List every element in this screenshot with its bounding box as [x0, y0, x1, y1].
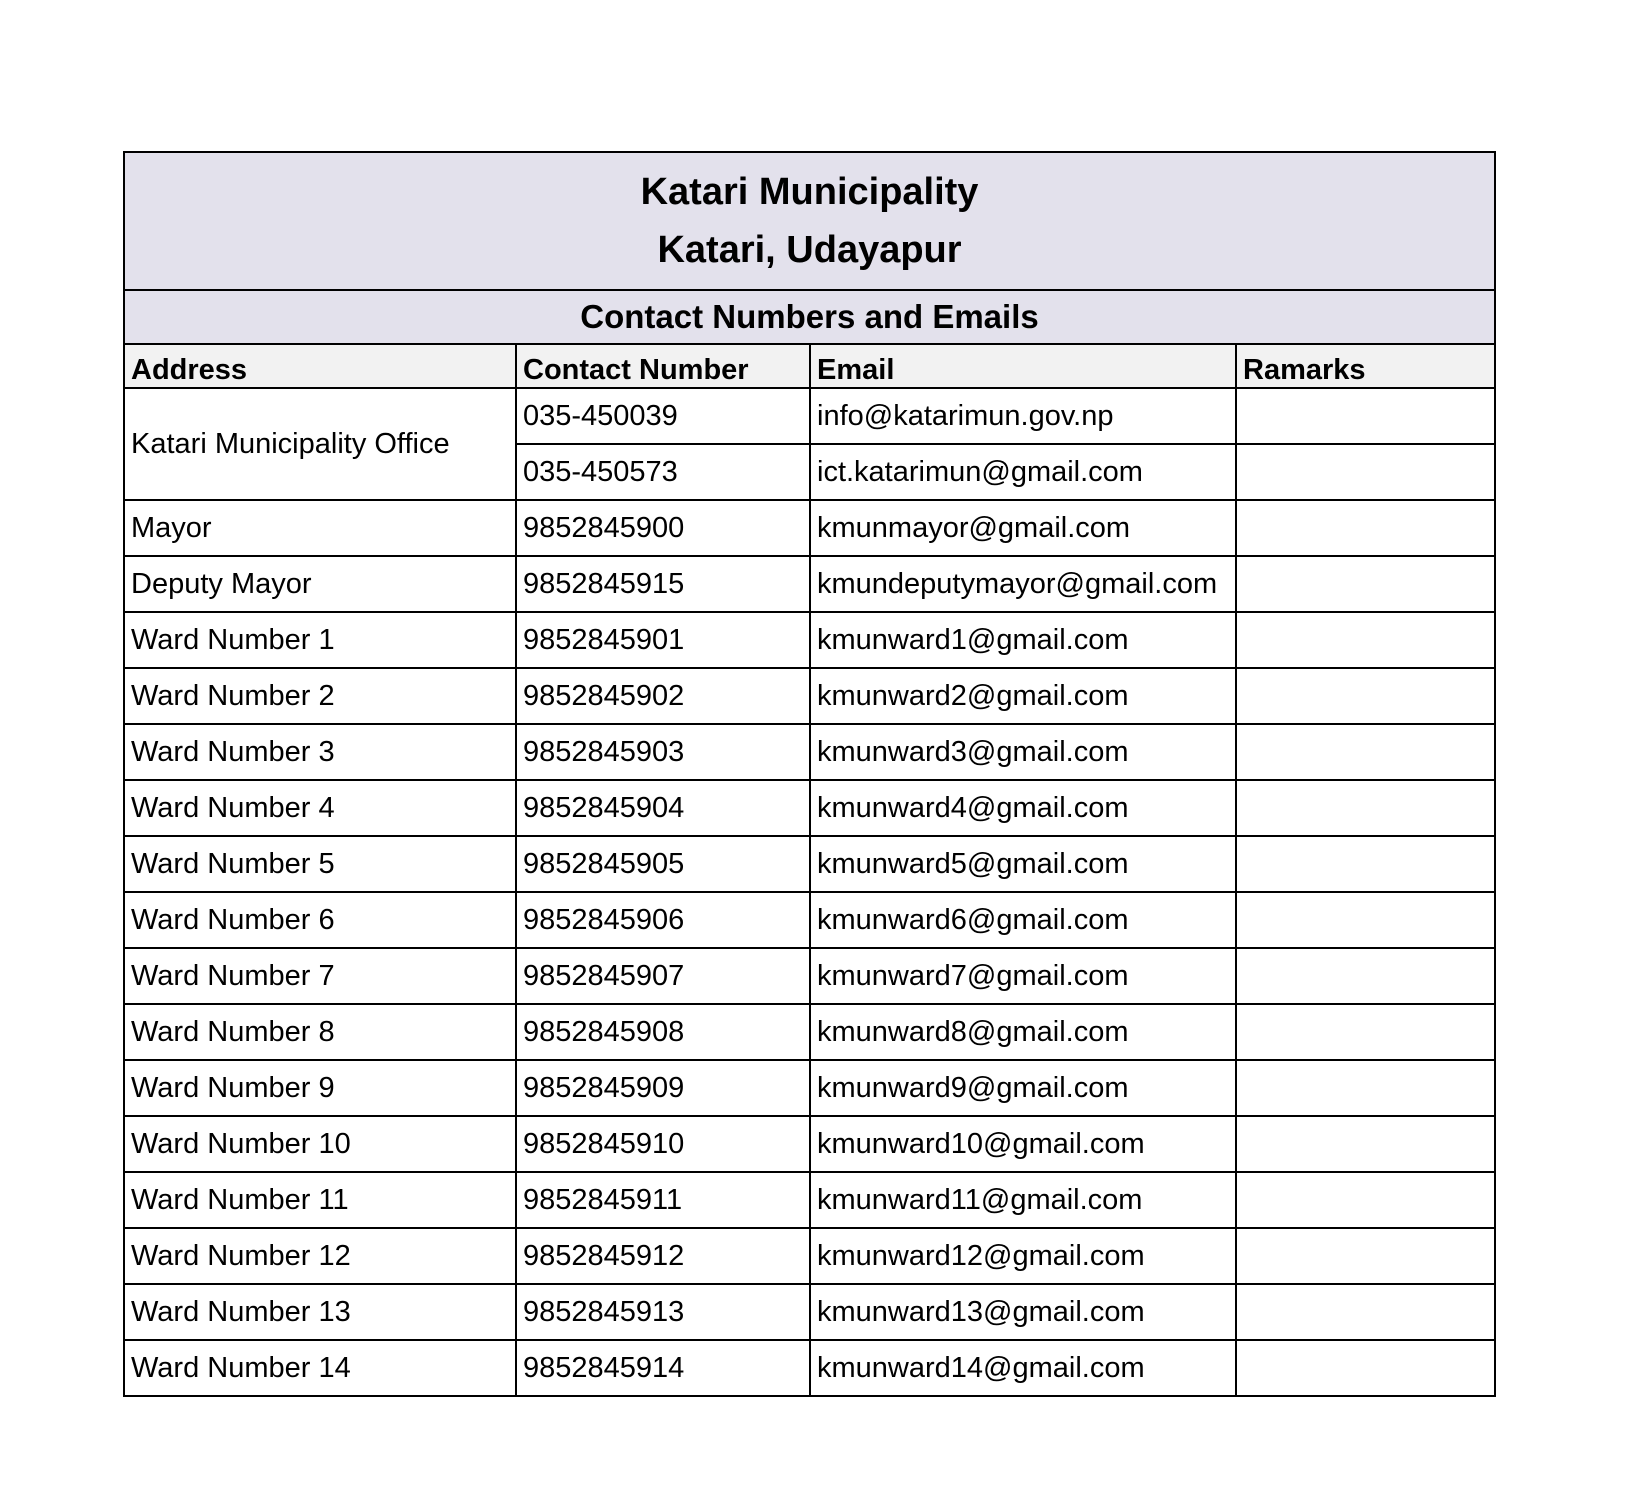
table-row: [124, 1284, 1495, 1340]
address-cell: Ward Number 6: [124, 892, 516, 948]
email-cell: kmunward12@gmail.com: [810, 1228, 1236, 1284]
contact-table: [123, 151, 1496, 1397]
email-cell: kmunward11@gmail.com: [810, 1172, 1236, 1228]
table-row: [124, 724, 1495, 780]
remarks-cell: [1236, 668, 1495, 724]
contact-cell: 9852845902: [516, 668, 810, 724]
contact-cell: 9852845908: [516, 1004, 810, 1060]
contact-cell: 035-450039: [516, 388, 810, 444]
contact-cell: 9852845901: [516, 612, 810, 668]
address-cell: Ward Number 3: [124, 724, 516, 780]
contact-cell: 035-450573: [516, 444, 810, 500]
remarks-cell: [1236, 1340, 1495, 1396]
email-cell: kmunward1@gmail.com: [810, 612, 1236, 668]
table-row: [124, 612, 1495, 668]
table-row: [124, 1172, 1495, 1228]
address-cell: Ward Number 1: [124, 612, 516, 668]
title-row: [124, 152, 1495, 290]
remarks-cell: [1236, 1228, 1495, 1284]
contact-cell: 9852845909: [516, 1060, 810, 1116]
email-cell: kmundeputymayor@gmail.com: [810, 556, 1236, 612]
address-cell: Ward Number 8: [124, 1004, 516, 1060]
remarks-cell: [1236, 1284, 1495, 1340]
table-row: [124, 1340, 1495, 1396]
email-cell: kmunward8@gmail.com: [810, 1004, 1236, 1060]
municipality-title: Katari Municipality: [640, 171, 979, 213]
email-cell: kmunmayor@gmail.com: [810, 500, 1236, 556]
email-cell: kmunward6@gmail.com: [810, 892, 1236, 948]
table-row-office-1: [124, 388, 1495, 444]
table-subtitle: Contact Numbers and Emails: [124, 290, 1495, 344]
column-header-row: [124, 344, 1495, 388]
table-row: [124, 1228, 1495, 1284]
contact-cell: 9852845915: [516, 556, 810, 612]
remarks-cell: [1236, 948, 1495, 1004]
email-cell: kmunward5@gmail.com: [810, 836, 1236, 892]
contact-cell: 9852845905: [516, 836, 810, 892]
table-row: [124, 500, 1495, 556]
remarks-cell: [1236, 556, 1495, 612]
address-cell: Deputy Mayor: [124, 556, 516, 612]
table-row: [124, 1060, 1495, 1116]
remarks-cell: [1236, 724, 1495, 780]
address-cell: Mayor: [124, 500, 516, 556]
table-row: [124, 1004, 1495, 1060]
email-cell: kmunward4@gmail.com: [810, 780, 1236, 836]
column-header-email: Email: [810, 344, 1236, 388]
contact-cell: 9852845912: [516, 1228, 810, 1284]
email-cell: kmunward2@gmail.com: [810, 668, 1236, 724]
contact-cell: 9852845914: [516, 1340, 810, 1396]
email-cell: info@katarimun.gov.np: [810, 388, 1236, 444]
subtitle-row: [124, 290, 1495, 344]
column-header-address: Address: [124, 344, 516, 388]
email-cell: kmunward3@gmail.com: [810, 724, 1236, 780]
remarks-cell: [1236, 444, 1495, 500]
address-cell: Ward Number 4: [124, 780, 516, 836]
remarks-cell: [1236, 1172, 1495, 1228]
table-row: [124, 668, 1495, 724]
address-cell: Ward Number 13: [124, 1284, 516, 1340]
contact-cell: 9852845907: [516, 948, 810, 1004]
address-cell: Ward Number 9: [124, 1060, 516, 1116]
remarks-cell: [1236, 1060, 1495, 1116]
address-cell: Ward Number 5: [124, 836, 516, 892]
address-cell: Ward Number 2: [124, 668, 516, 724]
contact-cell: 9852845910: [516, 1116, 810, 1172]
remarks-cell: [1236, 388, 1495, 444]
municipality-location: Katari, Udayapur: [657, 229, 962, 271]
remarks-cell: [1236, 1004, 1495, 1060]
contact-cell: 9852845904: [516, 780, 810, 836]
title-cell: [124, 152, 1495, 290]
table-row: [124, 836, 1495, 892]
remarks-cell: [1236, 780, 1495, 836]
remarks-cell: [1236, 1116, 1495, 1172]
table-row: [124, 556, 1495, 612]
table-row: [124, 1116, 1495, 1172]
remarks-cell: [1236, 612, 1495, 668]
contact-cell: 9852845900: [516, 500, 810, 556]
contact-cell: 9852845911: [516, 1172, 810, 1228]
column-header-contact: Contact Number: [516, 344, 810, 388]
address-cell: Ward Number 11: [124, 1172, 516, 1228]
email-cell: kmunward7@gmail.com: [810, 948, 1236, 1004]
email-cell: ict.katarimun@gmail.com: [810, 444, 1236, 500]
address-cell: Ward Number 14: [124, 1340, 516, 1396]
email-cell: kmunward13@gmail.com: [810, 1284, 1236, 1340]
contact-cell: 9852845913: [516, 1284, 810, 1340]
column-header-remarks: Ramarks: [1236, 344, 1495, 388]
remarks-cell: [1236, 500, 1495, 556]
contact-cell: 9852845903: [516, 724, 810, 780]
remarks-cell: [1236, 836, 1495, 892]
office-address-cell: Katari Municipality Office: [124, 388, 516, 500]
email-cell: kmunward10@gmail.com: [810, 1116, 1236, 1172]
address-cell: Ward Number 10: [124, 1116, 516, 1172]
email-cell: kmunward14@gmail.com: [810, 1340, 1236, 1396]
remarks-cell: [1236, 892, 1495, 948]
address-cell: Ward Number 12: [124, 1228, 516, 1284]
table-row: [124, 780, 1495, 836]
contact-cell: 9852845906: [516, 892, 810, 948]
table-row: [124, 948, 1495, 1004]
address-cell: Ward Number 7: [124, 948, 516, 1004]
email-cell: kmunward9@gmail.com: [810, 1060, 1236, 1116]
table-row: [124, 892, 1495, 948]
